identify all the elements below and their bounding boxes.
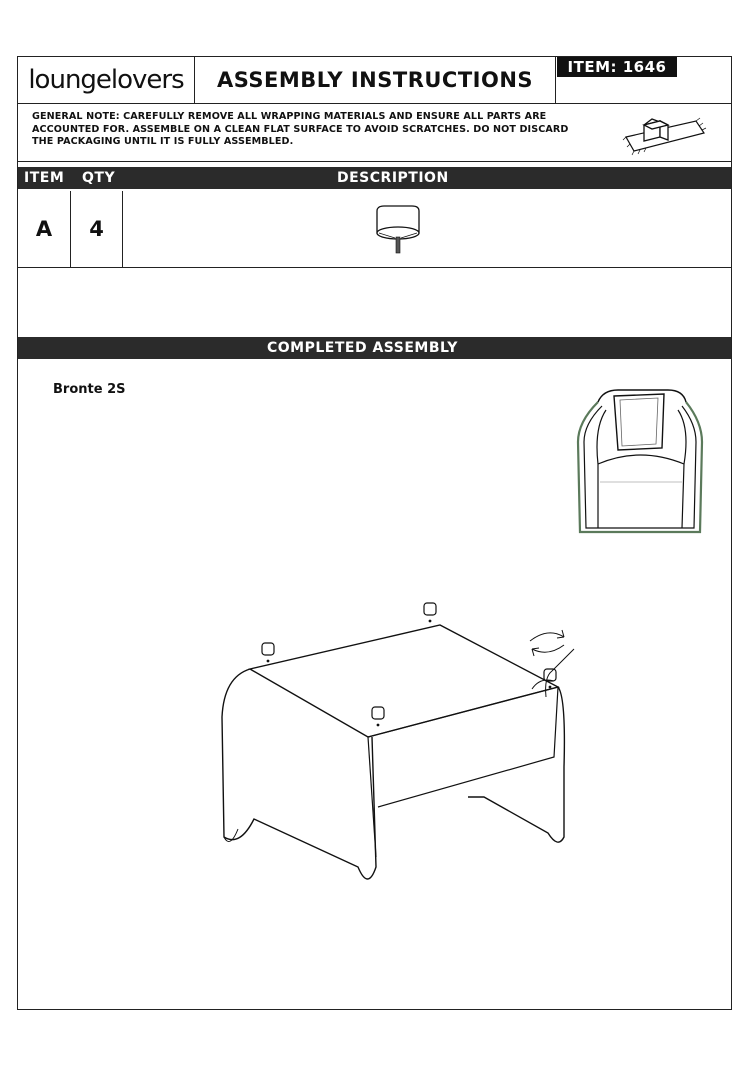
parts-table-header [18, 167, 731, 189]
qty-cell: 4 [71, 191, 123, 267]
item-number: ITEM: 1646 [557, 57, 677, 77]
base-assembly-icon [208, 597, 588, 897]
general-note: GENERAL NOTE: CAREFULLY REMOVE ALL WRAPPING MATERIALS AND ENSURE ALL PARTS ARE ACCOUNTED FOR. ASSEMBLE ON A CLEAN FLAT SURFACE TO AVOID SCRATCHES. DO NOT DISCARD THE PACKAGING UNTIL IT IS FULLY ASSEMBLED. [32, 111, 569, 147]
header-description: DESCRIPTION [337, 170, 449, 186]
instruction-sheet [17, 56, 732, 1010]
completed-assembly-bar [18, 337, 731, 359]
item-cell: A [18, 191, 71, 267]
header-item: ITEM [24, 170, 65, 186]
brand-logo: loungelovers [18, 57, 195, 103]
page-title: ASSEMBLY INSTRUCTIONS [216, 68, 534, 92]
foot-icon [370, 203, 426, 259]
general-note-row [18, 104, 731, 162]
model-name: Bronte 2S [53, 382, 126, 397]
completed-assembly-heading: COMPLETED ASSEMBLY [267, 340, 458, 356]
header-row [18, 57, 731, 104]
armchair-icon [558, 382, 718, 542]
table-row [18, 191, 731, 268]
item-number-box [555, 57, 733, 103]
header-qty: QTY [82, 170, 116, 186]
rug-box-icon [608, 107, 708, 159]
